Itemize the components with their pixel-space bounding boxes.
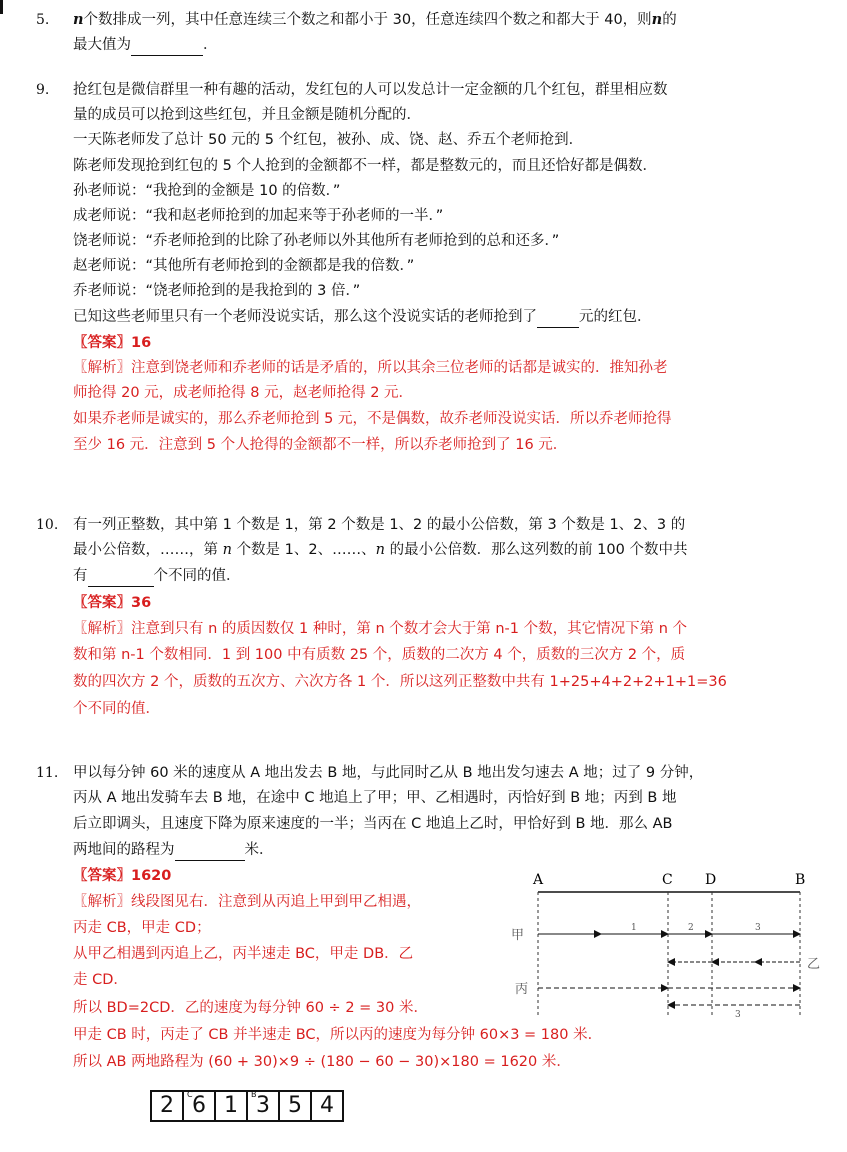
question-line: 乔老师说：“饶老师抢到的是我抢到的 3 倍．”: [73, 283, 361, 299]
analysis-line: 至少 16 元．注意到 5 个人抢得的金额都不一样，所以乔老师抢到了 16 元．: [73, 437, 568, 453]
analysis-line: 数的四次方 2 个，质数的五次方、六次方各 1 个．所以这列正整数中共有 1+25+4+2+2+1+1=36: [73, 674, 727, 690]
analysis-line: 从甲乙相遇到丙追上乙，丙半速走 BC，甲走 DB．乙: [73, 946, 414, 962]
question-text: 个数排成一列，其中任意连续三个数之和都小于 30，任意连续四个数之和都大于 40，则: [83, 12, 652, 28]
question-number: 5.: [36, 12, 50, 28]
digit-box: [214, 1090, 248, 1122]
row-label-jia: 甲: [511, 928, 525, 943]
question-text: 元的红包．: [579, 309, 652, 325]
segment-label: 2: [688, 923, 694, 933]
question-line: [73, 840, 274, 861]
question-text: 已知这些老师里只有一个老师没说实话，那么这个没说实话的老师抢到了: [73, 309, 537, 325]
analysis-line: 数和第 n-1 个数相同．1 到 100 中有质数 25 个，质数的二次方 4 个，质数的三次方 2 个，质: [73, 647, 686, 663]
question-line: 有一列正整数，其中第 1 个数是 1，第 2 个数是 1、2 的最小公倍数，第 3 个数是 1、2、3 的: [73, 517, 686, 533]
question-number: 10.: [36, 517, 59, 533]
digit-box: [182, 1090, 216, 1122]
answer-label: 〖答案〗36: [73, 595, 152, 611]
line-segment-diagram: [505, 868, 835, 1028]
segment-label: 1: [631, 923, 637, 933]
question-line: 成老师说：“我和赵老师抢到的加起来等于孙老师的一半．”: [73, 208, 444, 224]
question-line: 孙老师说：“我抢到的金额是 10 的倍数．”: [73, 183, 341, 199]
question-line: 最大值为 ．: [73, 35, 218, 56]
point-label-c: C: [662, 872, 673, 888]
variable-n: n: [73, 11, 84, 28]
question-line: 丙从 A 地出发骑车去 B 地，在途中 C 地追上了甲；甲、乙相遇时，丙恰好到 B 地；丙到 B 地: [73, 790, 677, 806]
analysis-line: 个不同的值．: [73, 701, 160, 717]
analysis-line: 〖解析〗线段图见右．注意到从丙追上甲到甲乙相遇，: [73, 894, 421, 910]
analysis-line: 师抢得 20 元，成老师抢得 8 元，赵老师抢得 2 元．: [73, 385, 414, 401]
analysis-line: 如果乔老师是诚实的，那么乔老师抢到 5 元，不是偶数，故乔老师没说实话．所以乔老师抢得: [73, 411, 672, 427]
question-number: 11.: [36, 765, 59, 781]
answer-blank[interactable]: [537, 307, 579, 328]
question-text: 两地间的路程为: [73, 842, 175, 858]
box-superscript: B: [251, 1090, 257, 1099]
question-line: 赵老师说：“其他所有老师抢到的金额都是我的倍数．”: [73, 258, 415, 274]
analysis-line: 走 CD．: [73, 972, 128, 988]
answer-blank[interactable]: [175, 840, 245, 861]
box-digit: 6: [192, 1093, 206, 1118]
question-line: [73, 566, 241, 587]
analysis-line: 甲走 CB 时，丙走了 CB 并半速走 BC，所以丙的速度为每分钟 60×3 = 180 米．: [73, 1027, 603, 1043]
digit-box-row: [150, 1090, 342, 1122]
box-digit: 3: [256, 1093, 270, 1118]
question-text: 米．: [244, 842, 274, 858]
question-line: 抢红包是微信群里一种有趣的活动，发红包的人可以发总计一定金额的几个红包，群里相应数: [73, 82, 668, 98]
question-text: 个数是 1、2、……、: [236, 542, 376, 558]
segment-label: 3: [755, 923, 761, 933]
digit-box: [278, 1090, 312, 1122]
question-line: 一天陈老师发了总计 50 元的 5 个红包，被孙、成、饶、赵、乔五个老师抢到．: [73, 132, 584, 148]
question-text: 有: [73, 568, 88, 584]
analysis-line: 所以 BD=2CD．乙的速度为每分钟 60 ÷ 2 = 30 米．: [73, 1000, 428, 1016]
question-text: 最小公倍数，……，第: [73, 542, 218, 558]
question-text: 的最小公倍数．那么这列数的前 100 个数中共: [389, 542, 688, 558]
question-line: 陈老师发现抢到红包的 5 个人抢到的金额都不一样，都是整数元的，而且还恰好都是偶数．: [73, 158, 657, 174]
point-label-d: D: [705, 872, 717, 888]
analysis-line: 〖解析〗注意到饶老师和乔老师的话是矛盾的，所以其余三位老师的话都是诚实的．推知孙老: [73, 360, 668, 376]
question-line: [73, 10, 677, 30]
point-label-a: A: [533, 872, 544, 888]
question-line: 甲以每分钟 60 米的速度从 A 地出发去 B 地，与此同时乙从 B 地出发匀速去 A 地；过了 9 分钟，: [73, 765, 704, 781]
row-label-yi: 乙: [807, 957, 821, 972]
question-line: 量的成员可以抢到这些红包，并且金额是随机分配的．: [73, 107, 421, 123]
box-digit: 5: [288, 1093, 302, 1118]
analysis-line: 〖解析〗注意到只有 n 的质因数仅 1 种时，第 n 个数才会大于第 n-1 个数，其它情况下第 n 个: [73, 621, 688, 637]
variable-n: n: [651, 11, 663, 28]
question-text: 的: [662, 12, 677, 28]
variable-n: n: [375, 542, 385, 558]
answer-blank[interactable]: [131, 35, 203, 56]
question-line: [73, 307, 652, 328]
point-label-b: B: [795, 872, 806, 888]
segment-label: 3: [735, 1010, 741, 1020]
question-line: 饶老师说：“乔老师抢到的比除了孙老师以外其他所有老师抢到的总和还多．”: [73, 233, 560, 249]
variable-n: n: [222, 542, 232, 558]
row-label-bing: 丙: [515, 982, 529, 997]
question-text: 最大值为: [73, 37, 131, 53]
answer-label: 〖答案〗16: [73, 335, 152, 351]
page-corner-mark: [0, 0, 3, 14]
question-text: 个不同的值．: [153, 568, 241, 584]
digit-box: [310, 1090, 344, 1122]
answer-blank[interactable]: [88, 566, 154, 587]
box-digit: 2: [160, 1093, 174, 1118]
question-number: 9.: [36, 82, 50, 98]
question-line: [73, 540, 687, 560]
answer-label: 〖答案〗1620: [73, 868, 172, 884]
digit-box: [150, 1090, 184, 1122]
analysis-line: 所以 AB 两地路程为 (60 + 30)×9 ÷ (180 − 60 − 30)×180 = 1620 米．: [73, 1054, 571, 1070]
box-superscript: C: [187, 1090, 193, 1099]
box-digit: 4: [320, 1093, 334, 1118]
box-digit: 1: [224, 1093, 238, 1118]
analysis-line: 丙走 CB，甲走 CD；: [73, 920, 211, 936]
digit-box: [246, 1090, 280, 1122]
question-line: 后立即调头，且速度下降为原来速度的一半；当丙在 C 地追上乙时，甲恰好到 B 地．那么 AB: [73, 816, 673, 832]
